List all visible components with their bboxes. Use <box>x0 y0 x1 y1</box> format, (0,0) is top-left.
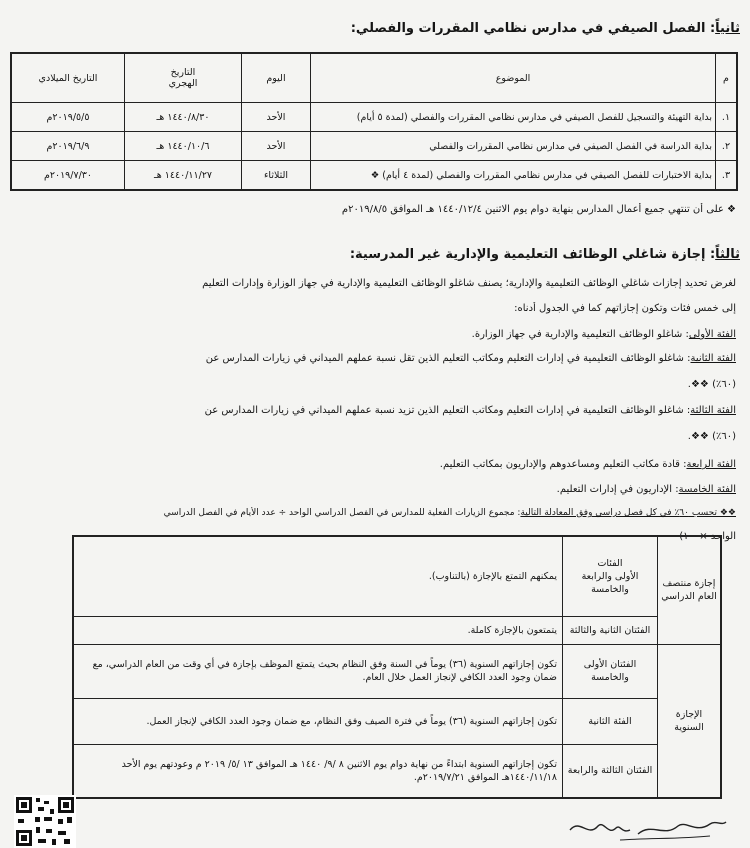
signature-icon <box>560 808 730 846</box>
row-day: الثلاثاء <box>242 161 311 191</box>
annual-category: الفئتان الأولى والخامسة <box>563 644 658 698</box>
summer-semester-table <box>10 52 738 191</box>
rotation-note: يمكنهم التمتع بالإجازة (بالتناوب). <box>73 536 563 616</box>
row-hijri: ١٤٤٠/١٠/٦ هـ <box>125 132 242 161</box>
table-row <box>73 698 721 744</box>
annual-category: الفئتان الثالثة والرابعة <box>563 744 658 798</box>
section-3-heading: ثالثاً: إجازة شاغلي الوظائف التعليمية والإدارية غير المدرسية: <box>349 247 740 262</box>
annual-category: الفئة الثانية <box>563 698 658 744</box>
table-row <box>73 744 721 798</box>
row-subject: بداية الاختبارات للفصل الصيفي في مدارس نظامي المقررات والفصلي (لمدة ٤ أيام) ❖ <box>311 161 716 191</box>
annual-rule: تكون إجازاتهم السنوية (٣٦) يوماً في السنة وفق النظام بحيث يتمتع الموظف بإجازة في أي وقت من العام الدراسي، مع ضمان وجود العدد الكافي لإنجاز العمل خلال العام. <box>73 644 563 698</box>
row-gregorian: ٢٠١٩/٦/٩م <box>11 132 125 161</box>
annual-leave-label: الإجازة السنوية <box>658 644 722 798</box>
category-3: الفئة الثالثة: شاغلو الوظائف التعليمية في إدارات التعليم ومكاتب التعليم الذين تزيد نسبة عملهم الميداني في زيارات المدارس عن <box>204 405 736 416</box>
qr-code-icon <box>14 795 76 848</box>
table-row <box>11 132 737 161</box>
category-2: الفئة الثانية: شاغلو الوظائف التعليمية في إدارات التعليم ومكاتب التعليم الذين تقل نسبة عملهم الميداني في زيارات المدارس عن <box>205 353 736 364</box>
categories-cell: الفئات الأولى والرابعة والخامسة <box>563 536 658 616</box>
summer-note: ❖ على أن تنتهي جميع أعمال المدارس بنهاية دوام يوم الاثنين ١٤٤٠/١٢/٤ هـ الموافق ٢٠١٩/٨/٥م <box>341 204 736 215</box>
table-header-row <box>11 53 737 103</box>
row-number: ١. <box>716 103 738 132</box>
row-subject: بداية التهيئة والتسجيل للفصل الصيفي في مدارس نظامي المقررات والفصلي (لمدة ٥ أيام) <box>311 103 716 132</box>
table-row <box>73 616 721 644</box>
formula-line: ❖❖ تحسب ٦٠٪ في كل فصل دراسي وفق المعادلة التالية: مجموع الزيارات الفعلية للمدارس في الفصل الدراسي الواحد ÷ عدد الأيام في الفصل الدراسي <box>163 508 736 518</box>
row-day: الأحد <box>242 132 311 161</box>
category-5: الفئة الخامسة: الإداريون في إدارات التعليم. <box>556 484 736 495</box>
row-gregorian: ٢٠١٩/٧/٣٠م <box>11 161 125 191</box>
row-number: ٢. <box>716 132 738 161</box>
category-1: الفئة الأولى: شاغلو الوظائف التعليمية والإدارية في جهاز الوزارة. <box>471 329 736 340</box>
row-day: الأحد <box>242 103 311 132</box>
row-hijri: ١٤٤٠/٨/٣٠ هـ <box>125 103 242 132</box>
header-gregorian-date: التاريخ الميلادي <box>11 53 125 103</box>
formula-line-end: الواحد ×١٠٠) <box>679 531 736 542</box>
category-3-continued: (٦٠٪) ❖❖. <box>687 431 736 442</box>
intro-line-1: لغرض تحديد إجازات شاغلي الوظائف التعليمية والإدارية؛ يصنف شاغلو الوظائف التعليمية والإدارية في جهاز الوزارة وإدارات التعليم <box>202 278 736 289</box>
table-row <box>11 161 737 191</box>
intro-line-2: إلى خمس فئات وتكون إجازاتهم كما في الجدول أدناه: <box>514 303 736 314</box>
table-row <box>73 644 721 698</box>
mid-year-leave-label: إجازة منتصف العام الدراسي <box>658 536 722 644</box>
row-number: ٣. <box>716 161 738 191</box>
header-subject: الموضوع <box>311 53 716 103</box>
leave-table <box>72 535 722 799</box>
header-hijri-date: التاريخ الهجري <box>125 53 242 103</box>
row-gregorian: ٢٠١٩/٥/٥م <box>11 103 125 132</box>
header-day: اليوم <box>242 53 311 103</box>
annual-rule: تكون إجازاتهم السنوية (٣٦) يوماً في فترة الصيف وفق النظام، مع ضمان وجود العدد الكافي لإنجاز العمل. <box>73 698 563 744</box>
header-number: م <box>716 53 738 103</box>
table-row <box>73 536 721 616</box>
table-row <box>11 103 737 132</box>
row-subject: بداية الدراسة في الفصل الصيفي في مدارس نظامي المقررات والفصلي <box>311 132 716 161</box>
full-leave-note: يتمتعون بالإجازة كاملة. <box>73 616 563 644</box>
category-2-continued: (٦٠٪) ❖❖. <box>687 379 736 390</box>
row-hijri: ١٤٤٠/١١/٢٧ هـ <box>125 161 242 191</box>
annual-rule: تكون إجازاتهم السنوية ابتداءً من نهاية دوام يوم الاثنين ٨ /٩/ ١٤٤٠ هـ الموافق ١٣ /٥/ ٢٠١٩ م وعودتهم يوم الأحد ١٤٤٠/١١/١٨هـ الموافق ٢٠١٩/٧/٢١م. <box>73 744 563 798</box>
categories-2-3: الفئتان الثانية والثالثة <box>563 616 658 644</box>
section-2-heading: ثانياً: الفصل الصيفي في مدارس نظامي المقررات والفصلي: <box>350 21 740 36</box>
category-4: الفئة الرابعة: قادة مكاتب التعليم ومساعدوهم والإداريون بمكاتب التعليم. <box>439 459 736 470</box>
